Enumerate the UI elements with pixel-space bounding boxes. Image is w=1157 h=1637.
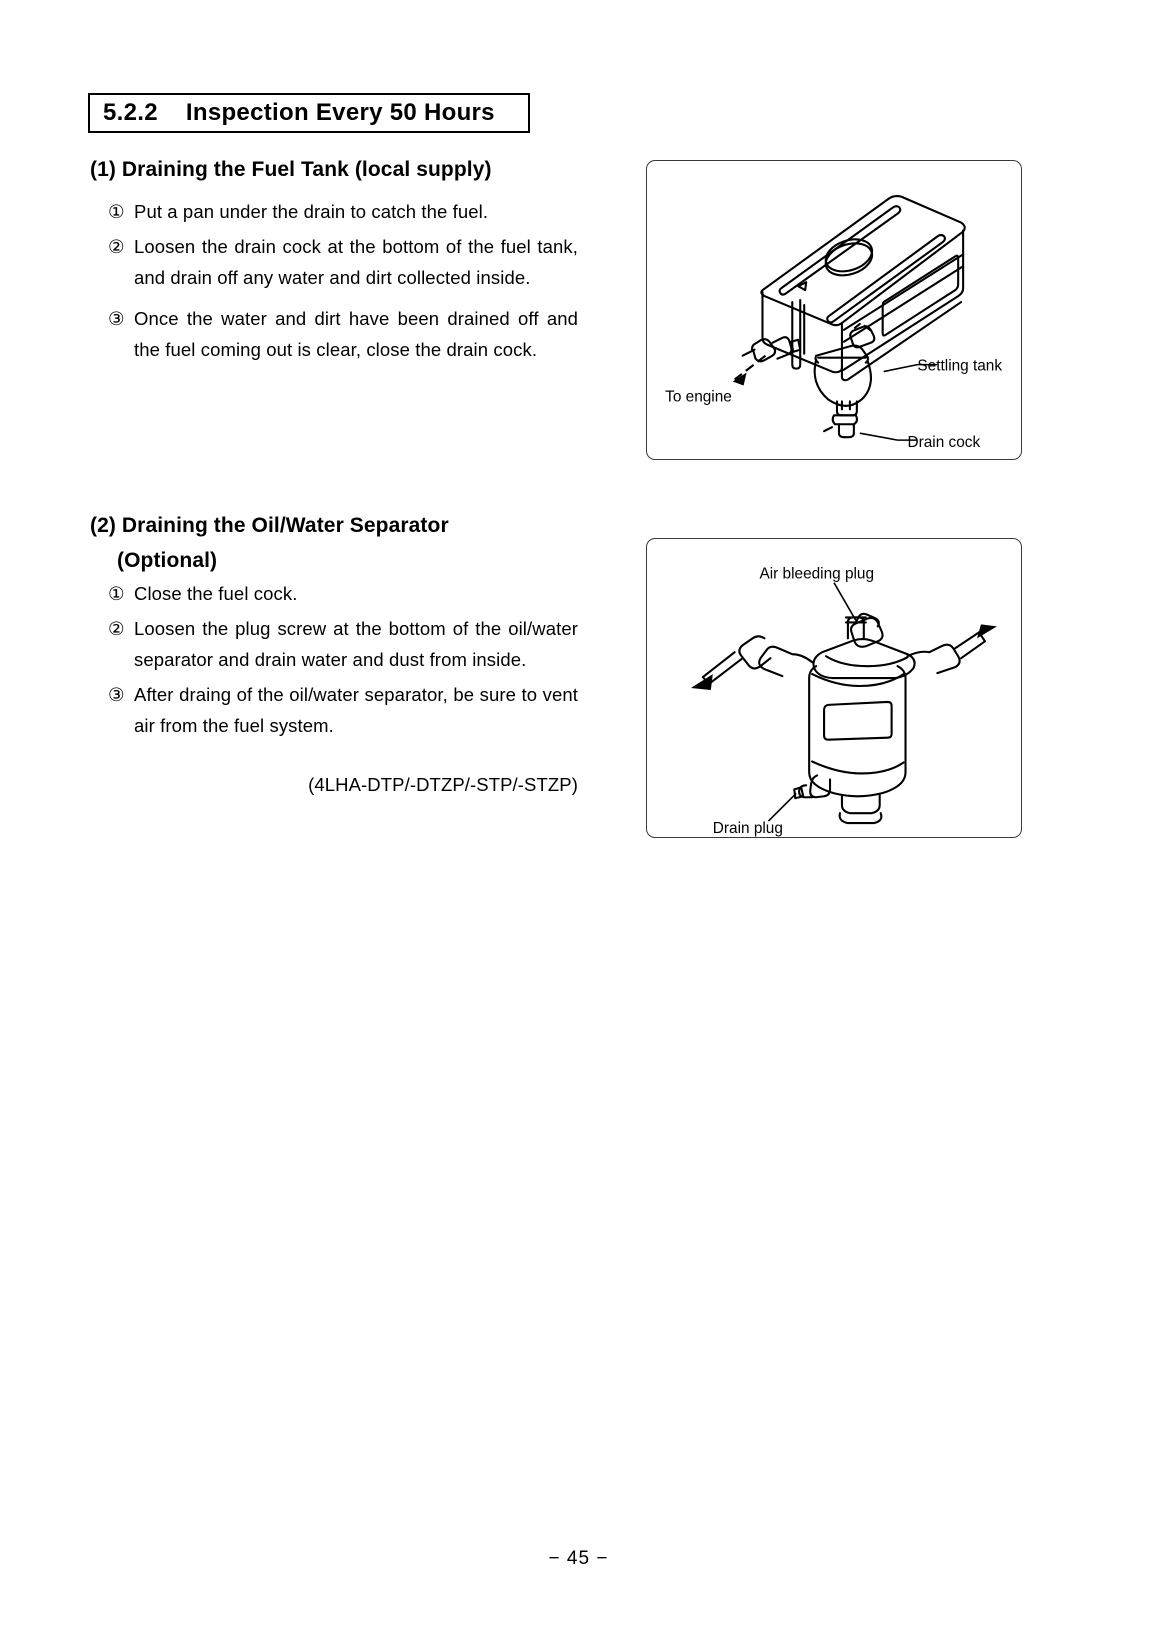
page-number: − 45 − bbox=[548, 1548, 609, 1569]
figure-label-drain-plug: Drain plug bbox=[712, 820, 783, 837]
figure-label-drain-cock: Drain cock bbox=[907, 434, 981, 452]
list-item bbox=[108, 231, 578, 293]
step-marker: ② bbox=[108, 236, 125, 257]
list-item bbox=[108, 578, 578, 609]
figure-fuel-tank bbox=[646, 160, 1022, 460]
step-text: Put a pan under the drain to catch the fuel. bbox=[134, 201, 489, 222]
subsection-2-heading-line1: (2) Draining the Oil/Water Separator bbox=[90, 514, 449, 537]
step-text: After draing of the oil/water separator, be sure to vent air from the fuel system. bbox=[134, 684, 578, 736]
figure-label-settling-tank: Settling tank bbox=[917, 357, 1003, 375]
section-number: 5.2.2 bbox=[103, 99, 158, 126]
figure-label-to-engine: To engine bbox=[665, 388, 732, 406]
section-title-box bbox=[88, 93, 530, 133]
step-marker: ① bbox=[108, 201, 125, 222]
figure-label-air-bleeding-plug: Air bleeding plug bbox=[759, 565, 875, 583]
step-marker: ③ bbox=[108, 308, 125, 329]
subsection-1-heading: (1) Draining the Fuel Tank (local supply) bbox=[90, 158, 492, 181]
step-text: Loosen the drain cock at the bottom of the fuel tank, and drain off any water and dirt collected inside. bbox=[134, 236, 578, 288]
subsection-2-heading-line2: (Optional) bbox=[117, 549, 218, 572]
applicable-models-note: (4LHA-DTP/-DTZP/-STP/-STZP) bbox=[308, 774, 578, 795]
oil-water-separator-illustration bbox=[647, 539, 1021, 837]
list-item bbox=[108, 196, 578, 227]
step-marker: ② bbox=[108, 618, 125, 639]
step-text: Loosen the plug screw at the bottom of the oil/water separator and drain water and dust from inside. bbox=[134, 618, 578, 670]
step-marker: ① bbox=[108, 583, 125, 604]
figure-oil-water-separator bbox=[646, 538, 1022, 838]
list-item bbox=[108, 613, 578, 675]
list-item bbox=[108, 679, 578, 741]
subsection-1-steps bbox=[108, 196, 578, 365]
step-text: Close the fuel cock. bbox=[134, 583, 298, 604]
fuel-tank-illustration bbox=[647, 161, 1021, 459]
section-title: Inspection Every 50 Hours bbox=[185, 99, 495, 126]
step-text: Once the water and dirt have been drained off and the fuel coming out is clear, close the drain cock. bbox=[134, 308, 578, 360]
subsection-2-steps bbox=[108, 578, 578, 741]
step-marker: ③ bbox=[108, 684, 125, 705]
list-item bbox=[108, 303, 578, 365]
